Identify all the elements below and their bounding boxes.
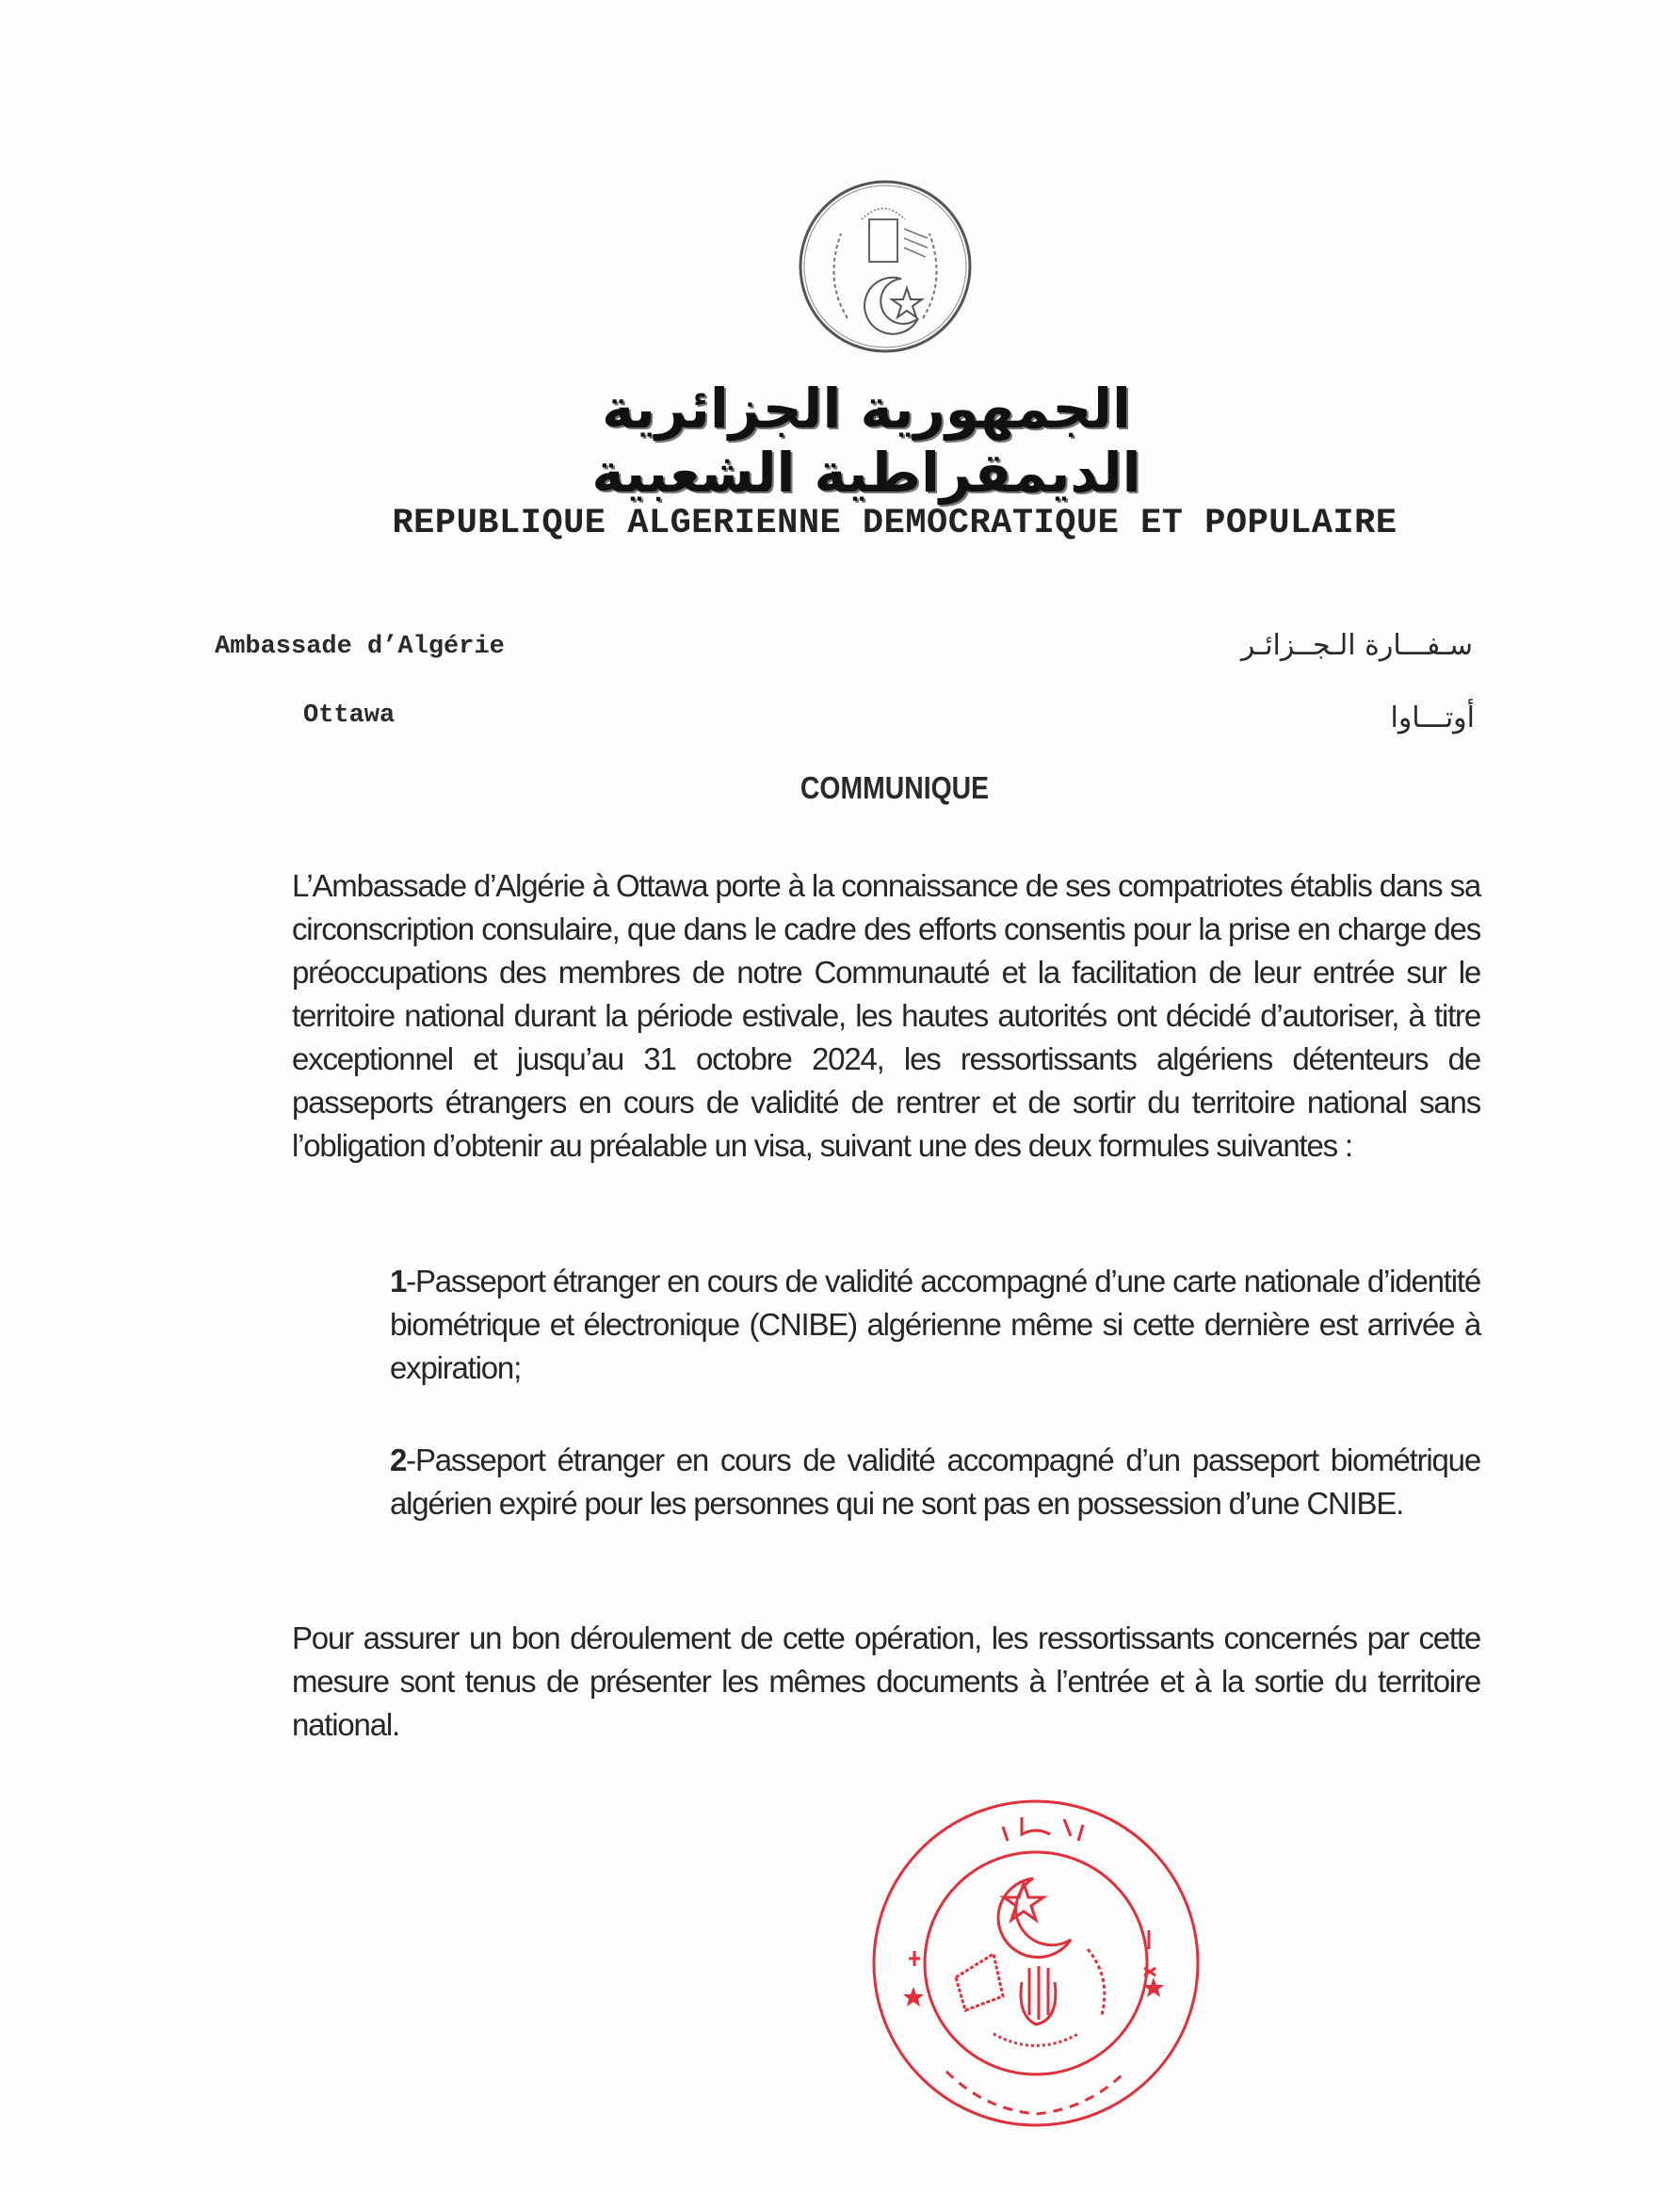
intro-paragraph: L’Ambassade d’Algérie à Ottawa porte à la connaissance de ses compatriotes établis dans sa circonscription consulaire, que dans le cadre des efforts consentis pour la prise en charge des préoccupations des membres de notre Communauté et la facilitation de leur entrée sur le territoire national durant la période estivale, les hautes autorités ont décidé d’autoriser, à titre exceptionnel et jusqu’au 31 octobre 2024, les ressortissants algériens détenteurs de passeports étrangers en cours de validité de rentrer et de sortir du territoire national sans l’obligation d’obtenir au préalable un visa, suivant une des deux formules suivantes : — [292, 868, 1480, 1163]
item-text: -Passeport étranger en cours de validité accompagné d’une carte nationale d’identité biométrique et électronique (CNIBE) algérienne même si cette dernière est arrivée à expiration; — [390, 1264, 1480, 1385]
communique-title: COMMUNIQUE — [800, 770, 990, 805]
arabic-republic-title: الجمهورية الجزائرية الديمقراطية الشعبية — [591, 377, 1141, 505]
item-text: -Passeport étranger en cours de validité accompagné d’un passeport biométrique algérien expiré pour les personnes qui ne sont pas en possession d’une CNIBE. — [390, 1443, 1480, 1521]
list-item — [390, 1260, 1480, 1390]
embassy-stamp-icon — [862, 1789, 1210, 2137]
item-number: 2 — [390, 1443, 407, 1477]
state-emblem-icon — [796, 177, 975, 356]
embassy-name-ar: سـفـــارة الـجــزائـر — [1240, 629, 1473, 662]
french-republic-title: REPUBLIQUE ALGERIENNE DEMOCRATIQUE ET POPULAIRE — [392, 504, 1397, 543]
closing-paragraph: Pour assurer un bon déroulement de cette opération, les ressortissants concernés par cette mesure sont tenus de présenter les mêmes documents à l’entrée et à la sortie du territoire national. — [292, 1621, 1480, 1742]
embassy-name-fr: Ambassade d’Algérie — [215, 633, 505, 661]
embassy-city-ar: أوتـــاوا — [1390, 701, 1475, 734]
item-number: 1 — [390, 1264, 407, 1298]
embassy-city-fr: Ottawa — [303, 701, 396, 730]
list-item — [390, 1439, 1480, 1525]
